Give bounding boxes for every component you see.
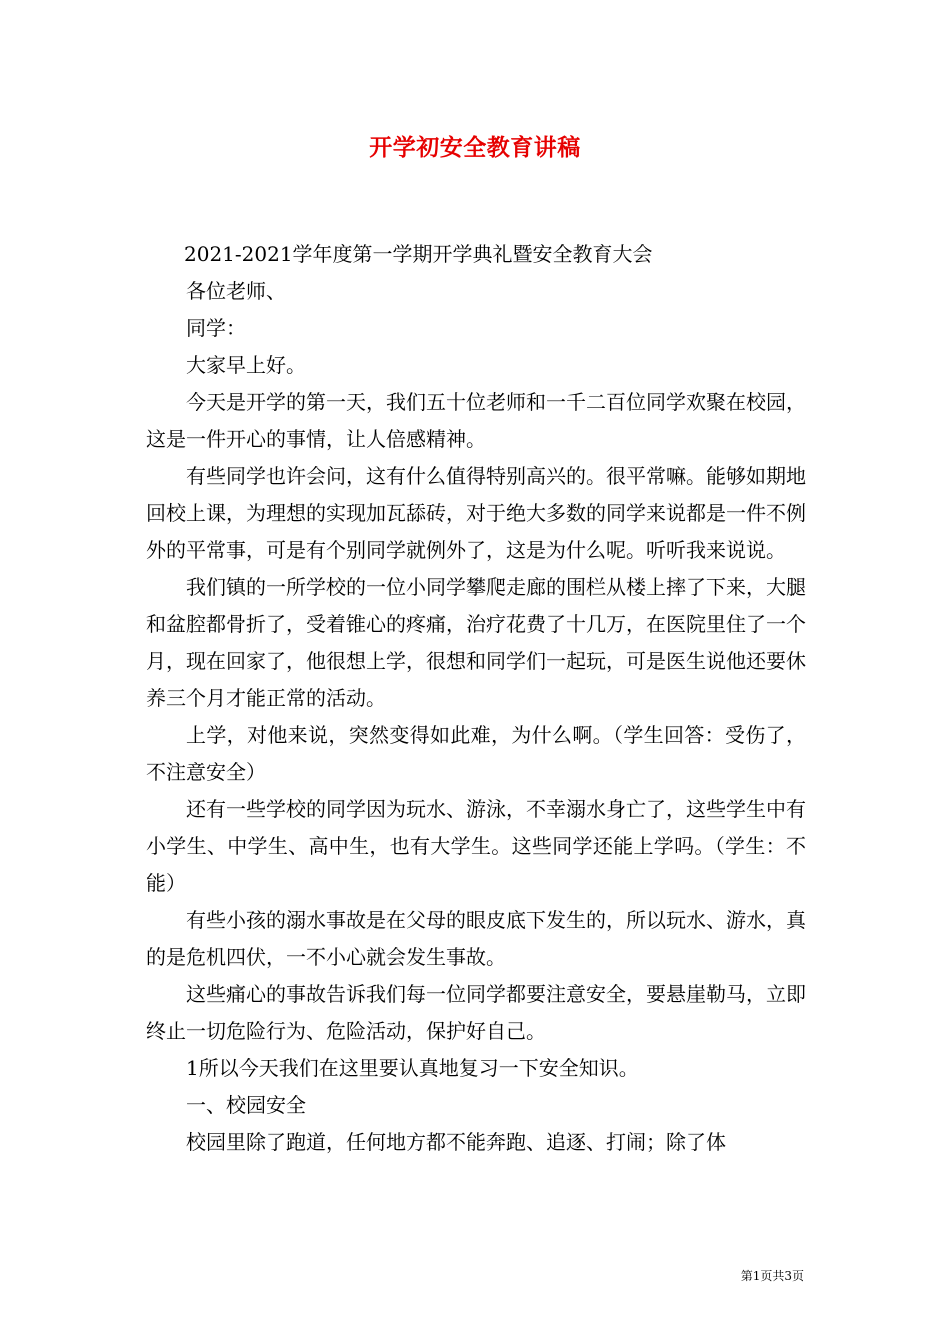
page-number-footer: 第1页共3页	[740, 1269, 804, 1283]
section-heading-campus-safety: 一、校园安全	[186, 1093, 306, 1117]
paragraph-review-knowledge: 1所以今天我们在这里要认真地复习一下安全知识。	[186, 1056, 639, 1080]
document-subtitle: 2021-2021学年度第一学期开学典礼暨安全教育大会	[184, 242, 653, 266]
paragraph-lesson: 这些痛心的事故告诉我们每一位同学都要注意安全，要悬崖勒马，立即终止一切危险行为、危险活动，保护好自己。	[146, 982, 806, 1043]
paragraph-good-morning: 大家早上好。	[186, 353, 306, 377]
paragraph-parents-watch: 有些小孩的溺水事故是在父母的眼皮底下发生的，所以玩水、游水，真的是危机四伏，一不小心就会发生事故。	[146, 908, 806, 969]
paragraph-why-happy: 有些同学也许会问，这有什么值得特别高兴的。很平常嘛。能够如期地回校上课，为理想的实现加瓦舔砖，对于绝大多数的同学来说都是一件不例外的平常事，可是有个别同学就例外了，这是为什么呢。听听我来说说。	[146, 464, 806, 562]
paragraph-greeting-students: 同学：	[186, 316, 246, 340]
paragraph-drowning: 还有一些学校的同学因为玩水、游泳，不幸溺水身亡了，这些学生中有小学生、中学生、高中生，也有大学生。这些同学还能上学吗。（学生：不能）	[146, 797, 806, 895]
paragraph-campus-rules: 校园里除了跑道，任何地方都不能奔跑、追逐、打闹；除了体	[186, 1130, 726, 1154]
document-title: 开学初安全教育讲稿	[369, 134, 581, 161]
paragraph-first-day: 今天是开学的第一天，我们五十位老师和一千二百位同学欢聚在校园，这是一件开心的事情，让人倍感精神。	[146, 390, 806, 451]
paragraph-greeting-teachers: 各位老师、	[186, 279, 286, 303]
paragraph-hard-to-study: 上学，对他来说，突然变得如此难，为什么啊。（学生回答：受伤了，不注意安全）	[146, 723, 806, 784]
paragraph-fall-accident: 我们镇的一所学校的一位小同学攀爬走廊的围栏从楼上摔了下来，大腿和盆腔都骨折了，受着锥心的疼痛，治疗花费了十几万，在医院里住了一个月，现在回家了，他很想上学，很想和同学们一起玩，可是医生说他还要休养三个月才能正常的活动。	[146, 575, 806, 710]
document-body	[146, 236, 806, 1161]
